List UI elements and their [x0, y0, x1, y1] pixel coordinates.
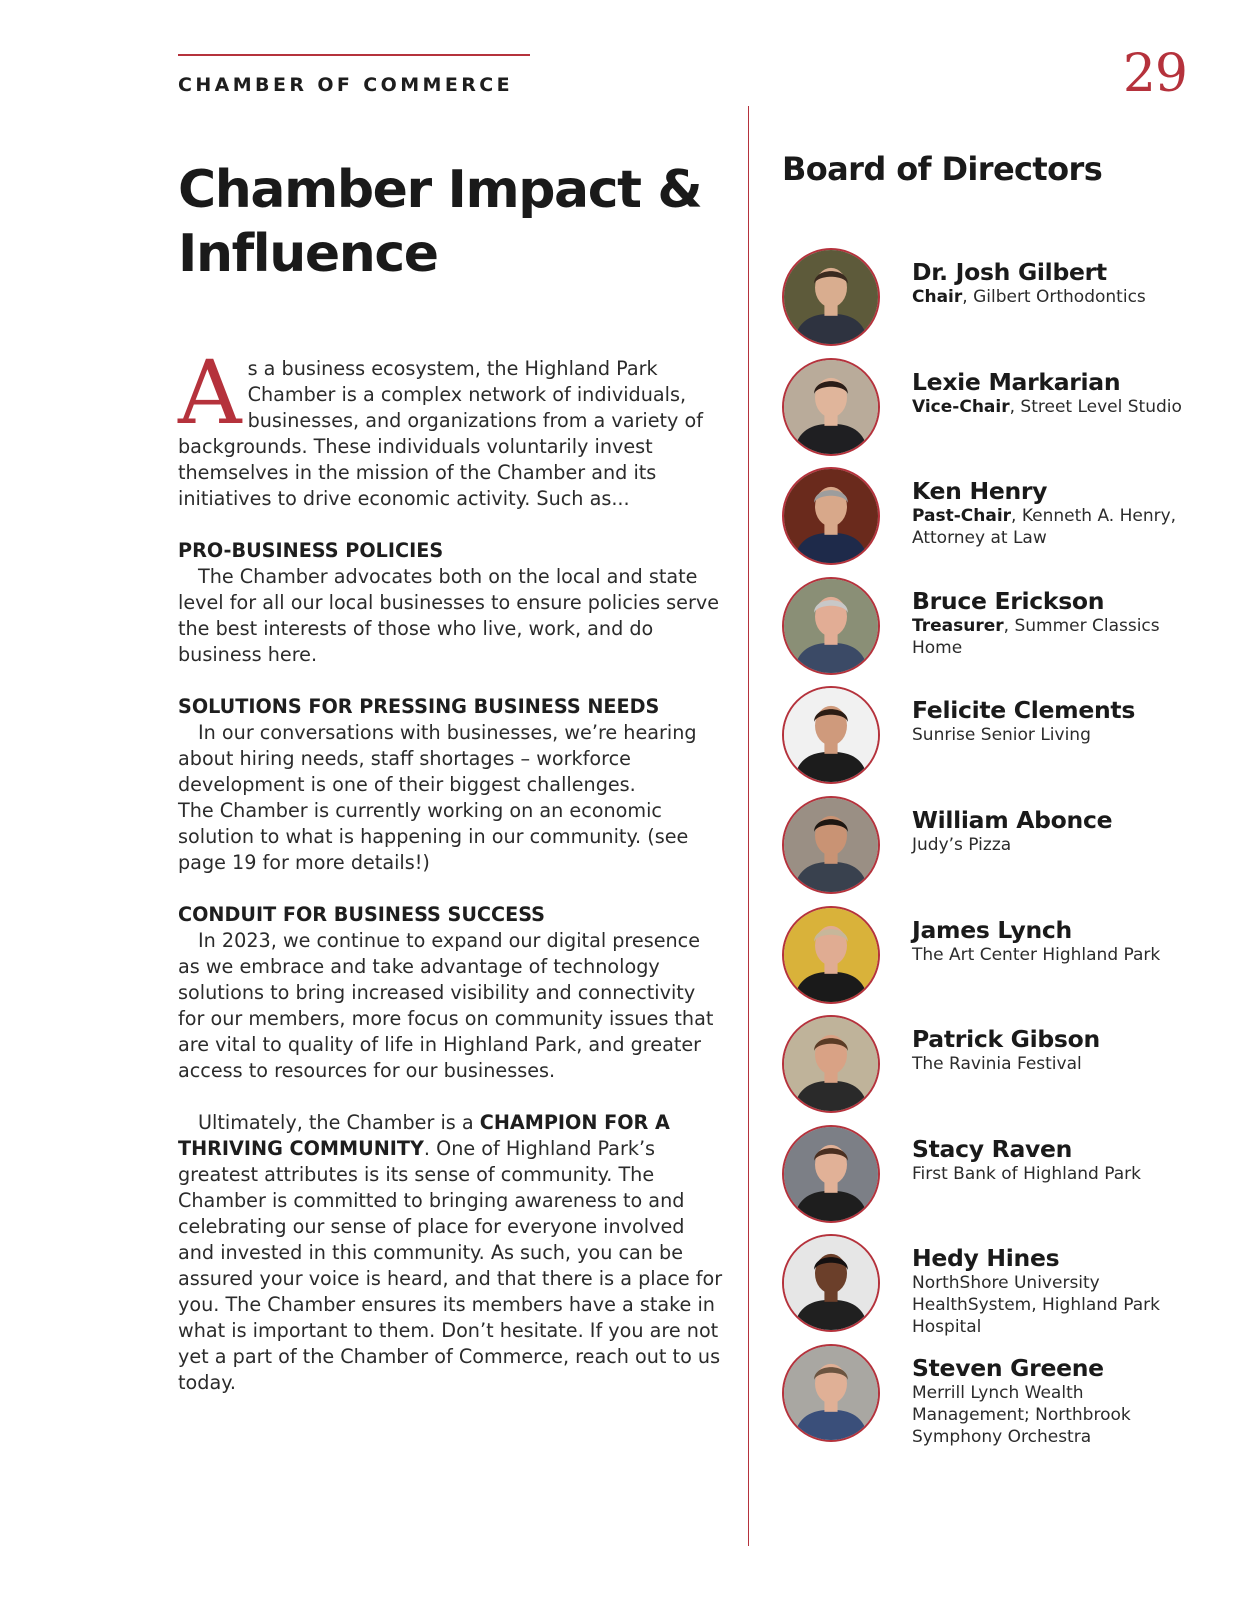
member-name: Felicite Clements — [912, 696, 1136, 725]
member-organization: The Ravinia Festival — [912, 1054, 1082, 1075]
board-member — [782, 796, 1202, 900]
member-info — [912, 258, 1192, 308]
column-divider — [748, 106, 749, 1546]
member-info — [912, 587, 1192, 659]
member-photo — [782, 1015, 880, 1113]
closing-emphasis: CHAMPION FOR A THRIVING COMMUNITY — [178, 1111, 670, 1160]
section-heading: PRO-BUSINESS POLICIES — [178, 539, 444, 562]
headline — [178, 158, 726, 286]
board-member — [782, 906, 1202, 1010]
board-member — [782, 1015, 1202, 1119]
member-info — [912, 1025, 1192, 1075]
member-name: Bruce Erickson — [912, 586, 1105, 615]
member-affiliation — [912, 286, 1192, 308]
member-photo — [782, 686, 880, 784]
board-member — [782, 1125, 1202, 1229]
member-organization: , Street Level Studio — [1009, 396, 1182, 417]
member-photo — [782, 577, 880, 675]
board-member — [782, 248, 1202, 352]
member-name: Patrick Gibson — [912, 1025, 1100, 1054]
member-organization: , Kenneth A. Henry, Attorney at Law — [912, 506, 1177, 549]
board-member — [782, 577, 1202, 681]
member-organization: Sunrise Senior Living — [912, 725, 1091, 746]
section-label: CHAMBER OF COMMERCE — [178, 74, 513, 96]
board-member — [782, 1234, 1202, 1338]
member-info — [912, 1135, 1192, 1185]
member-organization: Merrill Lynch Wealth Management; Northbrook Symphony Orchestra — [912, 1383, 1131, 1447]
section-conduit — [178, 902, 726, 1084]
top-rule — [178, 54, 530, 56]
member-photo — [782, 1234, 880, 1332]
person-portrait-icon — [784, 688, 878, 782]
board-member — [782, 1344, 1202, 1448]
member-affiliation — [912, 1163, 1192, 1185]
board-of-directors — [782, 150, 1202, 1447]
headline-line-1: Chamber Impact & — [178, 160, 702, 220]
member-role: Treasurer — [912, 615, 1004, 636]
closing-prefix: Ultimately, the Chamber is a — [198, 1111, 480, 1134]
member-info — [912, 368, 1192, 418]
member-role: Vice-Chair — [912, 396, 1010, 417]
section-text: The Chamber advocates both on the local and state level for all our local businesses to ensure policies serve the best interests of those who live, work, and do business here. — [178, 565, 720, 666]
member-name: James Lynch — [912, 915, 1072, 944]
member-name: Dr. Josh Gilbert — [912, 258, 1107, 286]
person-portrait-icon — [784, 360, 878, 454]
person-portrait-icon — [784, 1236, 878, 1330]
section-pro-business — [178, 538, 726, 668]
section-text-continued: The Chamber is currently working on an economic solution to what is happening in our community. (see page 19 for more details!) — [178, 799, 689, 874]
board-member — [782, 358, 1202, 462]
member-affiliation — [912, 1382, 1192, 1448]
member-affiliation — [912, 1272, 1192, 1338]
member-affiliation — [912, 615, 1192, 659]
person-portrait-icon — [784, 469, 878, 563]
person-portrait-icon — [784, 1346, 878, 1440]
member-affiliation — [912, 396, 1192, 418]
member-role: Chair — [912, 287, 963, 307]
member-info — [912, 1354, 1192, 1448]
person-portrait-icon — [784, 1017, 878, 1111]
intro-paragraph — [178, 341, 726, 512]
member-affiliation — [912, 724, 1192, 746]
member-photo — [782, 796, 880, 894]
article-body — [178, 341, 726, 1396]
member-name: Stacy Raven — [912, 1134, 1073, 1163]
person-portrait-icon — [784, 1127, 878, 1221]
member-name: Lexie Markarian — [912, 367, 1121, 396]
member-info — [912, 916, 1192, 966]
member-photo — [782, 1344, 880, 1442]
board-member — [782, 686, 1202, 790]
member-affiliation — [912, 1053, 1192, 1075]
member-organization: , Summer Classics Home — [912, 615, 1160, 658]
member-organization: NorthShore University HealthSystem, Highland Park Hospital — [912, 1273, 1160, 1338]
member-name: Ken Henry — [912, 477, 1048, 506]
section-text: In 2023, we continue to expand our digital presence as we embrace and take advantage of technology solutions to bring increased visibility and connectivity for our members, more focus on community issues that are vital to quality of life in Highland Park, and greater access to resources for our businesses. — [178, 929, 714, 1082]
member-info — [912, 477, 1192, 549]
person-portrait-icon — [784, 908, 878, 1002]
member-affiliation — [912, 505, 1192, 549]
board-title: Board of Directors — [782, 150, 1103, 188]
member-name: William Abonce — [912, 806, 1113, 834]
closing-suffix: . One of Highland Park’s greatest attributes is its sense of community. The Chamber is committed to bringing awareness to and celebrating our sense of place for everyone involved and invested in this community. As such, you can be assured your voice is heard, and that there is a place for you. The Chamber ensures its members have a stake in what is important to them. Don’t hesitate. If you are not yet a part of the Chamber of Commerce, reach out to us today. — [178, 1137, 723, 1394]
section-solutions — [178, 694, 726, 876]
member-name: Hedy Hines — [912, 1244, 1060, 1273]
drop-cap: A — [178, 341, 242, 444]
headline-line-2: Influence — [178, 224, 438, 284]
closing-paragraph — [178, 1110, 726, 1396]
section-heading: CONDUIT FOR BUSINESS SUCCESS — [178, 903, 545, 926]
intro-text: s a business ecosystem, the Highland Park Chamber is a complex network of individuals, businesses, and organizations from a variety of backgrounds. These individuals voluntarily invest themselves in the mission of the Chamber and its initiatives to drive economic activity. Such as... — [178, 357, 704, 510]
member-photo — [782, 467, 880, 565]
member-photo — [782, 1125, 880, 1223]
person-portrait-icon — [784, 579, 878, 673]
member-organization: The Art Center Highland Park — [912, 944, 1161, 965]
page-number: 29 — [1122, 44, 1187, 104]
article — [178, 158, 726, 1396]
board-member — [782, 467, 1202, 571]
member-photo — [782, 906, 880, 1004]
member-organization: Judy’s Pizza — [912, 835, 1012, 855]
section-text: In our conversations with businesses, we’re hearing about hiring needs, staff shortages – workforce development is one of their biggest challenges. — [178, 721, 697, 796]
section-heading: SOLUTIONS FOR PRESSING BUSINESS NEEDS — [178, 695, 660, 718]
person-portrait-icon — [784, 250, 878, 344]
member-affiliation — [912, 834, 1192, 856]
member-affiliation — [912, 944, 1192, 966]
person-portrait-icon — [784, 798, 878, 892]
member-organization: , Gilbert Orthodontics — [962, 287, 1146, 307]
member-role: Past-Chair — [912, 506, 1012, 527]
member-info — [912, 806, 1192, 856]
member-info — [912, 1244, 1192, 1338]
member-info — [912, 696, 1192, 746]
member-name: Steven Greene — [912, 1354, 1104, 1382]
member-photo — [782, 358, 880, 456]
member-organization: First Bank of Highland Park — [912, 1163, 1141, 1184]
member-photo — [782, 248, 880, 346]
